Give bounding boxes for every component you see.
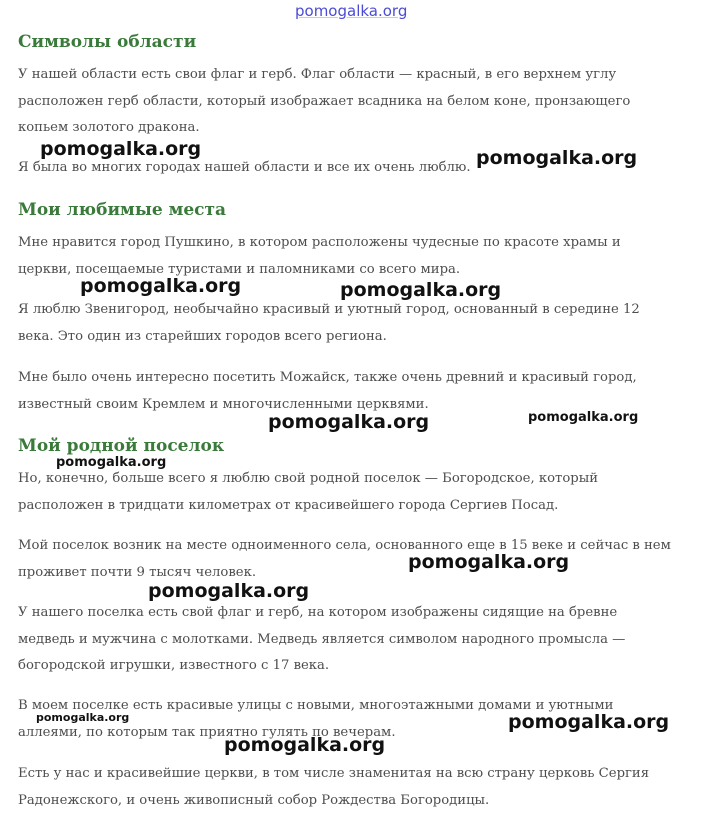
paragraph: Есть у нас и красивейшие церкви, в том числе знаменитая на всю страну церковь Сергия Радонежского, и очень живописный собор Рождества Богородицы. [18, 766, 650, 808]
section-heading-symbols: Символы области [18, 32, 197, 52]
paragraph: В моем поселке есть красивые улицы с новыми, многоэтажными домами и уютными аллеями, по которым так приятно гулять по вечерам. [18, 698, 614, 740]
watermark: pomogalka.org [476, 147, 638, 169]
section-heading-favorite-places: Мои любимые места [18, 200, 227, 220]
watermark: pomogalka.org [508, 711, 670, 733]
watermark: pomogalka.org [268, 411, 430, 433]
paragraph: У нашей области есть свои флаг и герб. Флаг области — красный, в его верхнем углу расположен герб области, который изображает всадника на белом коне, пронзающего копьем золотого дракона. [18, 67, 631, 135]
paragraph: Мой поселок возник на месте одноименного села, основанного еще в 15 веке и сейчас в нем проживет почти 9 тысяч человек. [18, 538, 671, 580]
paragraph: Но, конечно, больше всего я люблю свой родной поселок — Богородское, который расположен в тридцати километрах от красивейшего города Сергиев Посад. [18, 471, 599, 513]
paragraph: Мне было очень интересно посетить Можайск, также очень древний и красивый город, известный своим Кремлем и многочисленными церквями. [18, 370, 637, 412]
watermark: pomogalka.org [224, 734, 386, 756]
paragraph: Я была во многих городах нашей области и все их очень люблю. [18, 160, 471, 175]
watermark-link[interactable]: pomogalka.org [295, 2, 408, 20]
watermark: pomogalka.org [40, 138, 202, 160]
watermark: pomogalka.org [80, 275, 242, 297]
watermark: pomogalka.org [36, 711, 130, 724]
watermark: pomogalka.org [56, 455, 167, 470]
watermark: pomogalka.org [340, 279, 502, 301]
watermark: pomogalka.org [148, 580, 310, 602]
paragraph: Я люблю Звенигород, необычайно красивый и уютный город, основанный в середине 12 века. Это один из старейших городов всего региона. [18, 302, 640, 344]
watermark: pomogalka.org [408, 551, 570, 573]
paragraph: У нашего поселка есть свой флаг и герб, на котором изображены сидящие на бревне медведь и мужчина с молотками. Медведь является символом народного промысла — богородской игрушки, известного с 17 века. [18, 605, 626, 673]
watermark: pomogalka.org [528, 410, 639, 425]
paragraph: Мне нравится город Пушкино, в котором расположены чудесные по красоте храмы и церкви, посещаемые туристами и паломниками со всего мира. [18, 235, 621, 277]
section-heading-home-village: Мой родной поселок [18, 436, 225, 456]
